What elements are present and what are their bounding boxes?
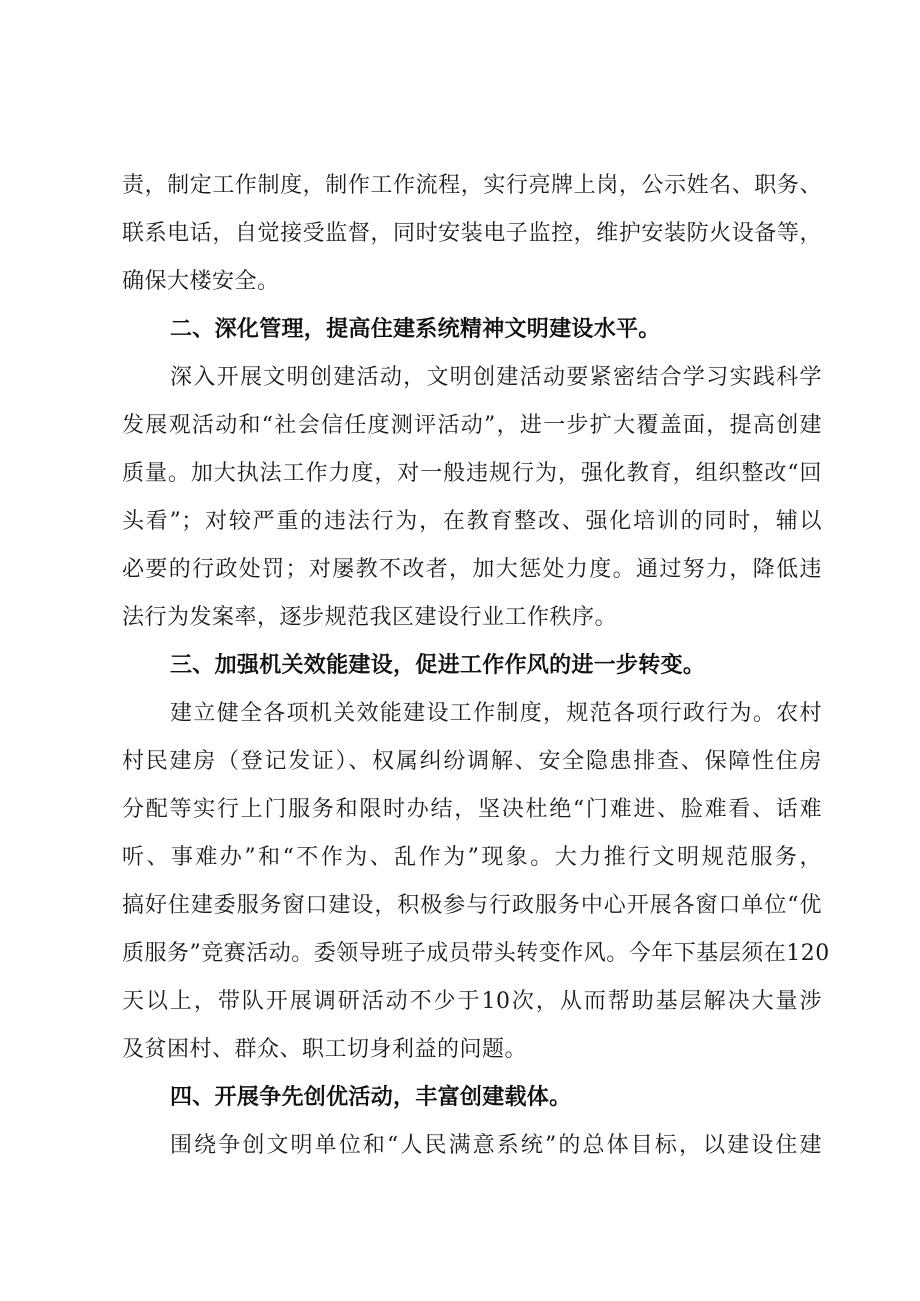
body-line: 深入开展文明创建活动，文明创建活动要紧密结合学习实践科学 xyxy=(170,365,822,390)
body-line: 质服务”竞赛活动。委领导班子成员带头转变作风。今年下基层须在120 xyxy=(122,941,830,966)
body-line: 头看”；对较严重的违法行为，在教育整改、强化培训的同时，辅以 xyxy=(122,509,822,534)
body-line: 及贫困村、群众、职工切身利益的问题。 xyxy=(122,1037,528,1062)
body-line: 围绕争创文明单位和“人民满意系统”的总体目标，以建设住建 xyxy=(170,1133,822,1158)
body-line: 责，制定工作制度，制作工作流程，实行亮牌上岗，公示姓名、职务、 xyxy=(122,173,822,198)
body-line: 发展观活动和“社会信任度测评活动”，进一步扩大覆盖面，提高创建 xyxy=(122,413,822,438)
body-line: 确保大楼安全。 xyxy=(122,269,280,294)
body-line: 分配等实行上门服务和限时办结，坚决杜绝“门难进、脸难看、话难 xyxy=(122,797,822,822)
body-line: 法行为发案率，逐步规范我区建设行业工作秩序。 xyxy=(122,605,618,630)
body-line: 建立健全各项机关效能建设工作制度，规范各项行政行为。农村 xyxy=(170,701,822,726)
section-heading-3: 三、加强机关效能建设，促进工作作风的进一步转变。 xyxy=(170,653,706,678)
body-line: 村民建房（登记发证）、权属纠纷调解、安全隐患排查、保障性住房 xyxy=(122,749,822,774)
body-line: 必要的行政处罚；对屡教不改者，加大惩处力度。通过努力，降低违 xyxy=(122,557,822,582)
body-line: 搞好住建委服务窗口建设，积极参与行政服务中心开展各窗口单位“优 xyxy=(122,893,822,918)
body-line: 质量。加大执法工作力度，对一般违规行为，强化教育，组织整改“回 xyxy=(122,461,822,486)
section-heading-4: 四、开展争先创优活动，丰富创建载体。 xyxy=(170,1085,572,1110)
body-line: 听、事难办”和“不作为、乱作为”现象。大力推行文明规范服务， xyxy=(122,845,822,870)
body-line: 天以上，带队开展调研活动不少于10次，从而帮助基层解决大量涉 xyxy=(122,989,822,1014)
section-heading-2: 二、深化管理，提高住建系统精神文明建设水平。 xyxy=(170,317,661,342)
body-line: 联系电话，自觉接受监督，同时安装电子监控，维护安装防火设备等， xyxy=(122,221,822,246)
